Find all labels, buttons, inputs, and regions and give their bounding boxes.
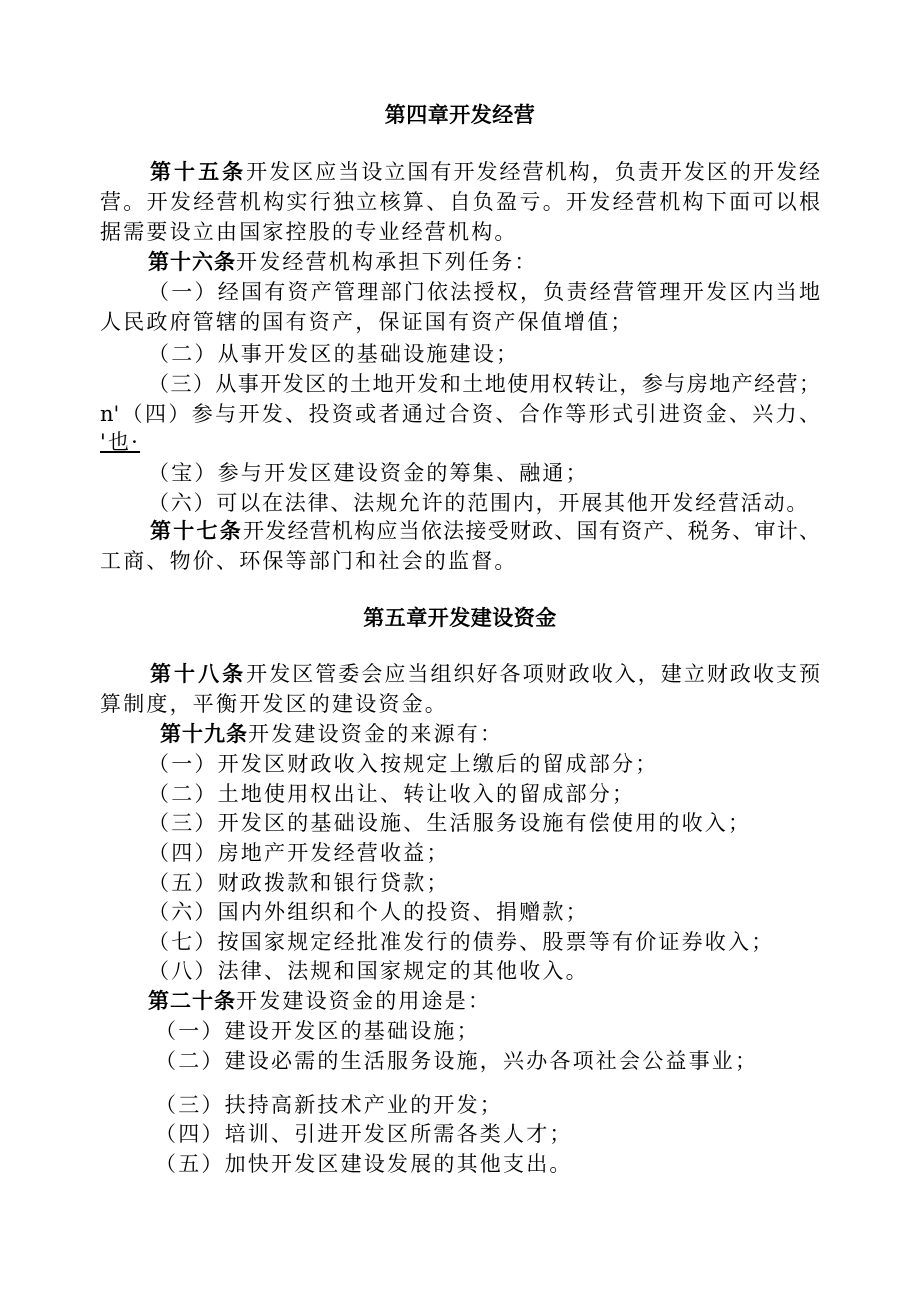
article-20-item: （五）加快开发区建设发展的其他支出。 bbox=[155, 1152, 573, 1176]
article-18-line: 算制度，平衡开发区的建设资金。 bbox=[100, 692, 448, 716]
article-19-item: （四）房地产开发经营收益； bbox=[148, 841, 450, 865]
article-17-line bbox=[150, 516, 820, 546]
article-19-item: （二）土地使用权出让、转让收入的留成部分； bbox=[148, 782, 636, 806]
article-20-label: 第二十条 bbox=[148, 989, 236, 1013]
article-15-line: 营。开发经营机构实行独立核算、自负盈亏。开发经营机构下面可以根 bbox=[100, 190, 820, 214]
article-19-item: （六）国内外组织和个人的投资、捐赠款； bbox=[148, 900, 589, 924]
article-19-item: （五）财政拨款和银行贷款； bbox=[148, 871, 450, 895]
article-18-label: 第十八条 bbox=[150, 662, 247, 686]
article-20-item: （四）培训、引进开发区所需各类人才； bbox=[155, 1122, 573, 1146]
article-16-item: （六）可以在法律、法规允许的范围内，开展其他开发经营活动。 bbox=[148, 491, 810, 515]
article-20-item: （二）建设必需的生活服务设施，兴办各项社会公益事业； bbox=[155, 1049, 759, 1073]
article-19-line bbox=[160, 719, 503, 749]
article-15-text: 开发区应当设立国有开发经营机构，负责开发区的开发经 bbox=[246, 160, 820, 184]
chapter-4-heading: 第四章开发经营 bbox=[384, 103, 536, 127]
article-16-label: 第十六条 bbox=[148, 250, 236, 274]
article-19-label: 第十九条 bbox=[160, 722, 248, 746]
article-17-line: 工商、物价、环保等部门和社会的监督。 bbox=[100, 549, 518, 573]
article-15-line: 据需要设立由国家控股的专业经营机构。 bbox=[100, 220, 518, 244]
article-20-item: （三）扶持高新技术产业的开发； bbox=[155, 1093, 503, 1117]
article-19-item: （一）开发区财政收入按规定上缴后的留成部分； bbox=[148, 752, 659, 776]
article-19-text: 开发建设资金的来源有： bbox=[248, 722, 504, 746]
article-16-item: n'（四）参与开发、投资或者通过合资、合作等形式引进资金、兴力、 bbox=[100, 402, 820, 426]
article-16-text: 开发经营机构承担下列任务： bbox=[236, 250, 538, 274]
article-18-line bbox=[150, 659, 820, 689]
article-20-item: （一）建设开发区的基础设施； bbox=[155, 1019, 480, 1043]
article-17-label: 第十七条 bbox=[150, 519, 243, 543]
article-16-item: （一）经国有资产管理部门依法授权，负责经营管理开发区内当地 bbox=[148, 280, 820, 304]
article-19-item: （八）法律、法规和国家规定的其他收入。 bbox=[148, 959, 589, 983]
article-20-text: 开发建设资金的用途是： bbox=[236, 989, 492, 1013]
article-16-item: 人民政府管辖的国有资产，保证国有资产保值增值； bbox=[100, 310, 634, 334]
article-18-text: 开发区管委会应当组织好各项财政收入，建立财政收支预 bbox=[246, 662, 820, 686]
chapter-5-heading: 第五章开发建设资金 bbox=[363, 606, 557, 630]
article-16-item: （三）从事开发区的土地开发和土地使用权转让，参与房地产经营； bbox=[148, 372, 820, 396]
article-20-line bbox=[148, 986, 491, 1016]
article-19-item: （七）按国家规定经批准发行的债券、股票等有价证券收入； bbox=[148, 930, 775, 954]
article-16-item: （宝）参与开发区建设资金的筹集、融通； bbox=[148, 461, 589, 485]
article-15-line bbox=[150, 157, 820, 187]
article-17-text: 开发经营机构应当依法接受财政、国有资产、税务、审计、 bbox=[242, 519, 820, 543]
article-15-label: 第十五条 bbox=[150, 160, 247, 184]
article-16-item: '也· bbox=[100, 430, 141, 454]
article-16-item: （二）从事开发区的基础设施建设； bbox=[148, 342, 520, 366]
article-16-line bbox=[148, 247, 538, 277]
article-19-item: （三）开发区的基础设施、生活服务设施有偿使用的收入； bbox=[148, 811, 752, 835]
